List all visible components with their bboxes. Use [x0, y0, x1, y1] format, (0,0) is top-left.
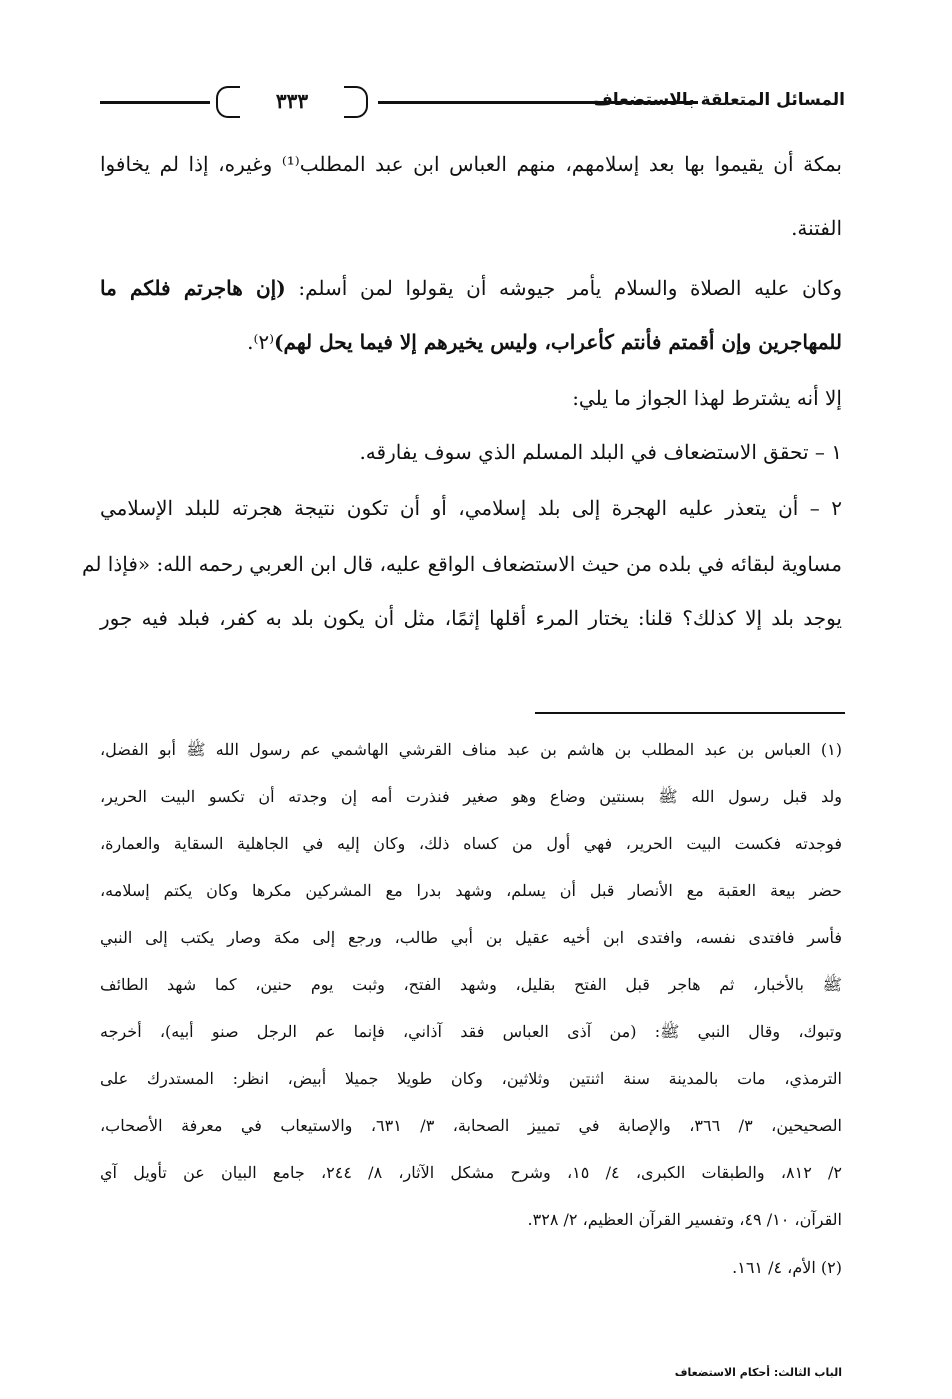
body-line: يوجد بلد إلا كذلك؟ قلنا: يختار المرء أقلها إثمًا، مثل أن يكون بلد به كفر، فبلد فيه جور [100, 606, 842, 630]
body-line [100, 330, 842, 354]
condition-item-2: ٢ – أن يتعذر عليه الهجرة إلى بلد إسلامي، أو أن تكون نتيجة هجرته للبلد الإسلامي [100, 496, 842, 520]
footnote-2: (٢) الأم، ٤/ ١٦١. [732, 1258, 842, 1277]
hadith-quote: (إن هاجرتم فلكم ما [100, 276, 286, 300]
footnote-line: ٢/ ٨١٢، والطبقات الكبرى، ٤/ ١٥، وشرح مشكل الآثار، ٨/ ٢٤٤، جامع البيان عن تأويل آي [100, 1163, 843, 1182]
footnote-line: ولد قبل رسول الله ﷺ بسنتين وضاع وهو صغير فنذرت أمه إن وجدته أن تكسو البيت الحرير، [100, 787, 842, 806]
footnote-line: ﷺ بالأخبار، ثم هاجر قبل الفتح بقليل، وشهد الفتح، وثبت يوم حنين، كما شهد الطائف [100, 975, 842, 994]
footnote-line: فأسر فافتدى نفسه، وافتدى ابن أخيه عقيل بن أبي طالب، ورجع إلى مكة وصار يكتب إلى النبي [100, 928, 842, 947]
footnote-line: الترمذي، مات بالمدينة سنة اثنتين وثلاثين، وكان طويلا جميلا أبيض، انظر: المستدرك على [100, 1069, 842, 1088]
footnote-line: حضر بيعة العقبة مع الأنصار قبل أن يسلم، وشهد بدرا مع المشركين مكرها وكان يكتم إسلامه، [100, 881, 842, 900]
header-rule-left [100, 101, 210, 104]
footnote-separator [535, 712, 845, 714]
footnote-line: الصحيحين، ٣/ ٣٦٦، والإصابة في تمييز الصحابة، ٣/ ٦٣١، والاستيعاب في معرفة الأصحاب، [100, 1116, 843, 1135]
condition-item-1: ١ – تحقق الاستضعاف في البلد المسلم الذي سوف يفارقه. [359, 440, 842, 464]
page-number-frame [216, 86, 368, 116]
body-line: وكان عليه الصلاة والسلام يأمر جيوشه أن يقولوا لمن أسلم: (إن هاجرتم فلكم ما [100, 276, 843, 300]
body-line: مساوية لبقائه في بلده من حيث الاستضعاف الواقع عليه، قال ابن العربي رحمه الله: «فإذا لم [82, 552, 842, 576]
chapter-title: المسائل المتعلقة بالاستضعاف [593, 90, 845, 110]
body-line: بمكة أن يقيموا بها بعد إسلامهم، منهم العباس ابن عبد المطلب⁽¹⁾ وغيره، إذا لم يخافوا [100, 152, 843, 176]
running-footer: الباب الثالث: أحكام الاستضعاف [674, 1366, 842, 1379]
body-line: الفتنة. [791, 216, 842, 240]
footnote-line: (١) العباس بن عبد المطلب بن هاشم بن عبد مناف القرشي الهاشمي عم رسول الله ﷺ أبو الفضل، [100, 740, 842, 759]
footnote-ref: ⁽٢⁾. [247, 330, 275, 354]
footnote-line: فوجدته فكست البيت الحرير، فهي أول من كساه ذلك، وكان إليه في الجاهلية السقاية والعمارة، [100, 834, 842, 853]
footnote-line: وتبوك، وقال النبي ﷺ: (من آذى العباس فقد آذاني، فإنما عم الرجل صنو أبيه)، أخرجه [100, 1022, 842, 1041]
running-header [100, 82, 845, 122]
footnote-line: القرآن، ١٠/ ٤٩، وتفسير القرآن العظيم، ٢/ ٣٢٨. [527, 1210, 842, 1229]
hadith-quote: للمهاجرين وإن أقمتم فأنتم كأعراب، وليس يخيرهم إلا فيما يحل لهم) [274, 330, 842, 354]
page-number: ٣٣٣ [275, 89, 309, 113]
body-line: إلا أنه يشترط لهذا الجواز ما يلي: [572, 386, 842, 410]
